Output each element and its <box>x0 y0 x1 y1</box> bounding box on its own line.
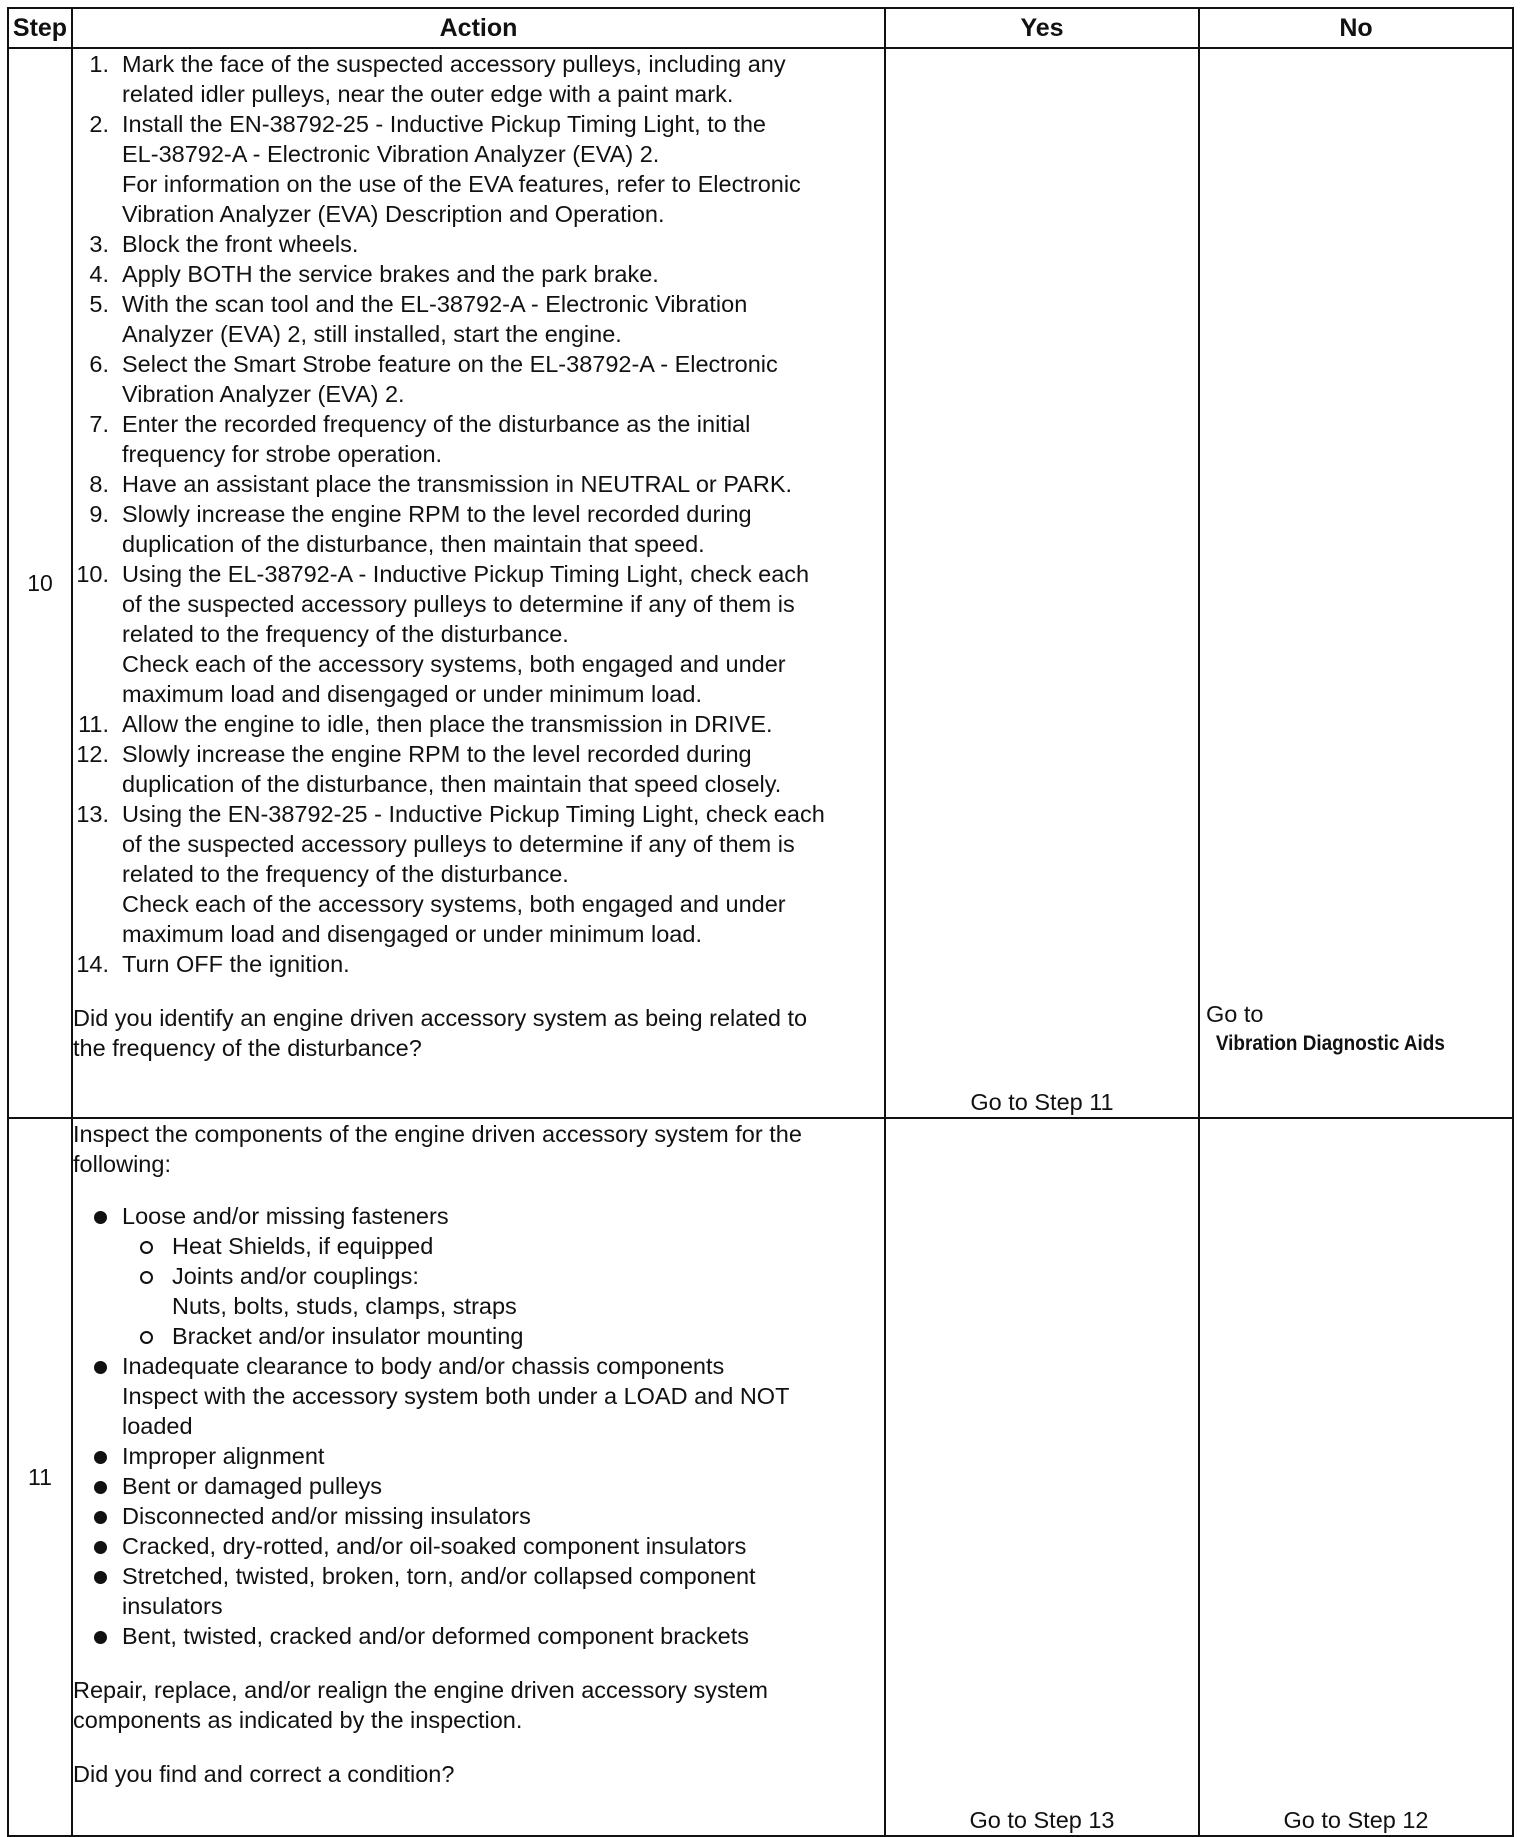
step-index: 2. <box>89 111 109 137</box>
procedure-step <box>73 289 884 349</box>
step-text-line: Allow the engine to idle, then place the transmission in DRIVE. <box>122 711 773 737</box>
step-text <box>122 289 884 349</box>
procedure-step <box>73 109 884 229</box>
header-no: No <box>1199 8 1513 48</box>
procedure-step <box>73 49 884 109</box>
question-line: the frequency of the disturbance? <box>73 1035 422 1061</box>
step-text-line: Turn OFF the ignition. <box>122 951 350 977</box>
step-text <box>122 499 884 559</box>
circle-bullet-icon <box>140 1241 153 1254</box>
step-text-line: of the suspected accessory pulleys to determine if any of them is <box>122 591 795 617</box>
bullet-icon <box>94 1451 107 1464</box>
no-result-prefix: Go to <box>1206 1001 1264 1027</box>
step-index: 10. <box>76 561 109 587</box>
step-index: 7. <box>89 411 109 437</box>
step-text <box>122 949 884 979</box>
bullet-icon <box>94 1211 107 1224</box>
inspection-item-line: Bent or damaged pulleys <box>122 1473 382 1499</box>
inspection-item-line: loaded <box>122 1413 193 1439</box>
step-text-line: duplication of the disturbance, then maintain that speed closely. <box>122 771 782 797</box>
step-text-line: Vibration Analyzer (EVA) Description and Operation. <box>122 201 665 227</box>
procedure-step <box>73 229 884 259</box>
inspection-subitem-line: Joints and/or couplings: <box>172 1263 419 1289</box>
inspection-sublist <box>122 1231 884 1351</box>
procedure-steps <box>73 49 884 979</box>
repair-text <box>73 1675 884 1735</box>
circle-bullet-icon <box>140 1271 153 1284</box>
step-text <box>122 739 884 799</box>
inspection-item <box>73 1441 884 1471</box>
question-text <box>73 1759 884 1789</box>
step-index: 13. <box>76 801 109 827</box>
step-text <box>122 259 884 289</box>
step-index: 9. <box>89 501 109 527</box>
step-index: 14. <box>76 951 109 977</box>
step-row-11 <box>8 1118 1513 1836</box>
step-text <box>122 709 884 739</box>
step-index: 3. <box>89 231 109 257</box>
step-text-line: Select the Smart Strobe feature on the EL-38792-A - Electronic <box>122 351 778 377</box>
step-text-line: For information on the use of the EVA features, refer to Electronic <box>122 171 801 197</box>
inspection-item <box>73 1351 884 1441</box>
procedure-step <box>73 499 884 559</box>
intro-text <box>73 1119 884 1179</box>
step-index: 11. <box>78 711 109 737</box>
procedure-step <box>73 409 884 469</box>
inspection-item <box>73 1501 884 1531</box>
question-line: Did you identify an engine driven accessory system as being related to <box>73 1005 808 1031</box>
inspection-subitem-line: Heat Shields, if equipped <box>172 1233 434 1259</box>
step-text-line: Install the EN-38792-25 - Inductive Pickup Timing Light, to the <box>122 111 766 137</box>
inspection-item <box>73 1561 884 1621</box>
bullet-icon <box>94 1361 107 1374</box>
step-text <box>122 109 884 229</box>
yes-result[interactable]: Go to Step 11 <box>885 48 1199 1118</box>
inspection-item-line: Stretched, twisted, broken, torn, and/or collapsed component <box>122 1563 756 1589</box>
inspection-item-line: Inadequate clearance to body and/or chassis components <box>122 1353 725 1379</box>
inspection-item-line: Disconnected and/or missing insulators <box>122 1503 531 1529</box>
bullet-icon <box>94 1631 107 1644</box>
inspection-item-line: Improper alignment <box>122 1443 325 1469</box>
header-row <box>8 8 1513 48</box>
step-text-line: duplication of the disturbance, then maintain that speed. <box>122 531 705 557</box>
step-text-line: Analyzer (EVA) 2, still installed, start the engine. <box>122 321 622 347</box>
header-step: Step <box>8 8 72 48</box>
bullet-icon <box>94 1571 107 1584</box>
step-index: 1. <box>89 51 109 77</box>
procedure-step <box>73 559 884 709</box>
step-text <box>122 229 884 259</box>
procedure-step <box>73 469 884 499</box>
bullet-icon <box>94 1481 107 1494</box>
procedure-step <box>73 949 884 979</box>
step-text-line: maximum load and disengaged or under minimum load. <box>122 921 702 947</box>
step-text-line: EL-38792-A - Electronic Vibration Analyzer (EVA) 2. <box>122 141 660 167</box>
circle-bullet-icon <box>140 1331 153 1344</box>
step-text <box>122 559 884 709</box>
step-index: 12. <box>76 741 109 767</box>
inspection-item-line: Cracked, dry-rotted, and/or oil-soaked component insulators <box>122 1533 747 1559</box>
step-text <box>122 49 884 109</box>
inspection-subitem-line: Bracket and/or insulator mounting <box>172 1323 524 1349</box>
step-text-line: Have an assistant place the transmission in NEUTRAL or PARK. <box>122 471 793 497</box>
inspection-item-line: Inspect with the accessory system both under a LOAD and NOT <box>122 1383 790 1409</box>
step-text-line: related idler pulleys, near the outer edge with a paint mark. <box>122 81 734 107</box>
header-yes: Yes <box>885 8 1199 48</box>
step-text-line: Enter the recorded frequency of the disturbance as the initial <box>122 411 751 437</box>
procedure-step <box>73 349 884 409</box>
bullet-icon <box>94 1511 107 1524</box>
step-text <box>122 409 884 469</box>
repair-line: components as indicated by the inspection. <box>73 1707 523 1733</box>
action-cell <box>72 48 885 1118</box>
step-text-line: Check each of the accessory systems, both engaged and under <box>122 891 786 917</box>
question-line: Did you find and correct a condition? <box>73 1761 455 1787</box>
step-text-line: Check each of the accessory systems, both engaged and under <box>122 651 786 677</box>
procedure-step <box>73 739 884 799</box>
inspection-item-line: Loose and/or missing fasteners <box>122 1203 449 1229</box>
step-text-line: Block the front wheels. <box>122 231 359 257</box>
inspection-item <box>73 1531 884 1561</box>
question-text <box>73 1003 884 1063</box>
step-text-line: With the scan tool and the EL-38792-A - Electronic Vibration <box>122 291 748 317</box>
inspection-subitem <box>122 1261 884 1321</box>
step-text-line: Vibration Analyzer (EVA) 2. <box>122 381 405 407</box>
no-result <box>1199 48 1513 1118</box>
step-index: 4. <box>89 261 109 287</box>
inspection-subitem-line: Nuts, bolts, studs, clamps, straps <box>172 1293 517 1319</box>
step-number: 11 <box>8 1118 72 1836</box>
inspection-subitem <box>122 1231 884 1261</box>
procedure-step <box>73 799 884 949</box>
step-text-line: Using the EN-38792-25 - Inductive Pickup Timing Light, check each <box>122 801 825 827</box>
intro-line: Inspect the components of the engine driven accessory system for the <box>73 1121 802 1147</box>
step-text-line: related to the frequency of the disturbance. <box>122 861 569 887</box>
step-text <box>122 469 884 499</box>
step-text-line: frequency for strobe operation. <box>122 441 443 467</box>
step-text <box>122 799 884 949</box>
no-result[interactable]: Go to Step 12 <box>1199 1118 1513 1836</box>
action-cell <box>72 1118 885 1836</box>
step-text <box>122 349 884 409</box>
step-text-line: of the suspected accessory pulleys to determine if any of them is <box>122 831 795 857</box>
step-text-line: Mark the face of the suspected accessory pulleys, including any <box>122 51 786 77</box>
step-text-line: Using the EL-38792-A - Inductive Pickup Timing Light, check each <box>122 561 810 587</box>
step-index: 5. <box>89 291 109 317</box>
vibration-diagnostic-aids-link[interactable]: Vibration Diagnostic Aids <box>1215 1032 1445 1055</box>
yes-result[interactable]: Go to Step 13 <box>885 1118 1199 1836</box>
inspection-list <box>73 1201 884 1651</box>
step-text-line: Apply BOTH the service brakes and the park brake. <box>122 261 659 287</box>
step-text-line: Slowly increase the engine RPM to the level recorded during <box>122 501 752 527</box>
procedure-step <box>73 709 884 739</box>
inspection-item <box>73 1471 884 1501</box>
inspection-item-line: Bent, twisted, cracked and/or deformed component brackets <box>122 1623 749 1649</box>
repair-line: Repair, replace, and/or realign the engine driven accessory system <box>73 1677 768 1703</box>
step-text-line: maximum load and disengaged or under minimum load. <box>122 681 702 707</box>
intro-line: following: <box>73 1151 171 1177</box>
step-number: 10 <box>8 48 72 1118</box>
step-index: 6. <box>89 351 109 377</box>
procedure-step <box>73 259 884 289</box>
step-text-line: related to the frequency of the disturbance. <box>122 621 569 647</box>
step-row-10 <box>8 48 1513 1118</box>
step-text-line: Slowly increase the engine RPM to the level recorded during <box>122 741 752 767</box>
inspection-subitem <box>122 1321 884 1351</box>
step-index: 8. <box>89 471 109 497</box>
inspection-item <box>73 1201 884 1351</box>
header-action: Action <box>72 8 885 48</box>
no-result-link[interactable] <box>1206 999 1471 1059</box>
bullet-icon <box>94 1541 107 1554</box>
diagnostic-table <box>7 7 1514 1837</box>
inspection-item-line: insulators <box>122 1593 223 1619</box>
inspection-item <box>73 1621 884 1651</box>
